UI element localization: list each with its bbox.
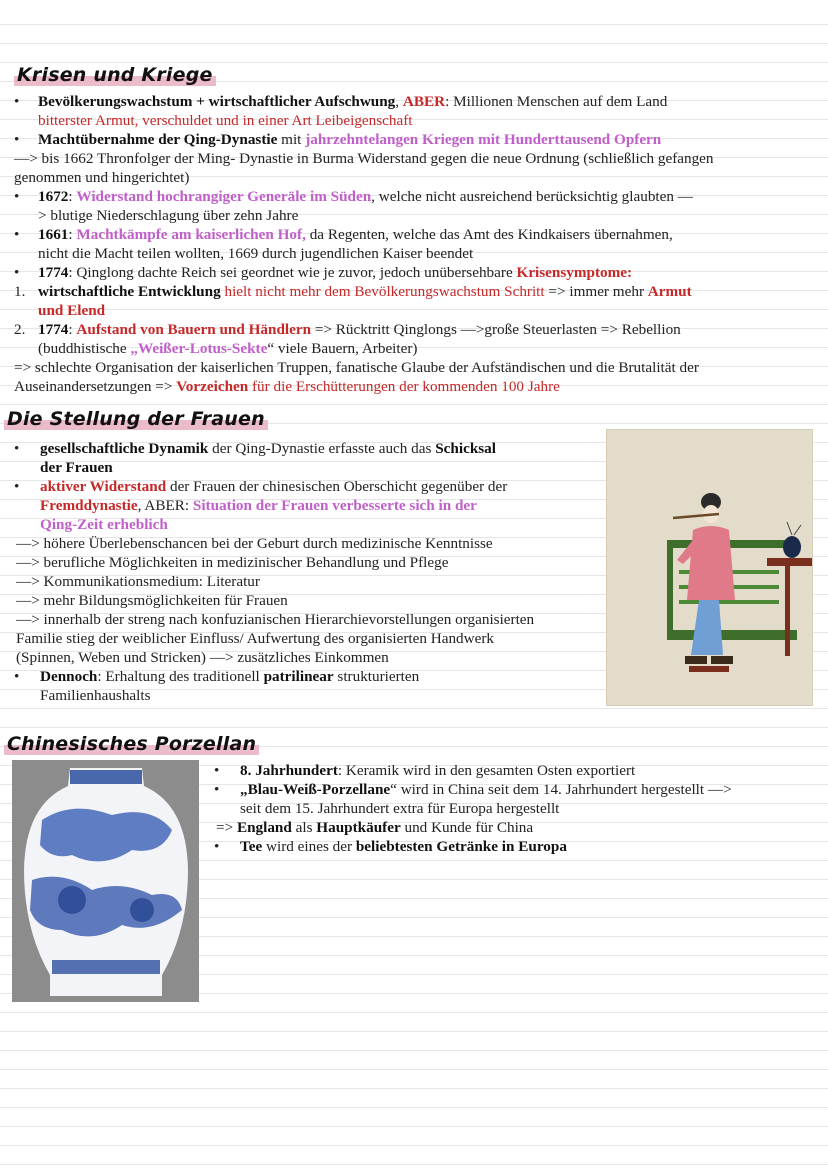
numbered-item-continued: und Elend bbox=[38, 302, 106, 319]
list-item-continued: Familienhaushalts bbox=[40, 687, 151, 704]
list-item: • 8. Jahrhundert: Keramik wird in den gesamten Osten exportiert bbox=[214, 762, 636, 779]
list-item: • 1774: Qinglong dachte Reich sei geordnet wie je zuvor, jedoch unübersehbare Krisensymptome: bbox=[14, 264, 633, 281]
heading-krisen-und-kriege: Krisen und Kriege bbox=[14, 64, 216, 86]
heading-stellung-der-frauen: Die Stellung der Frauen bbox=[4, 408, 268, 430]
text-line: genommen und hingerichtet) bbox=[14, 169, 190, 186]
arrow-line: —> berufliche Möglichkeiten in medizinischer Behandlung und Pflege bbox=[16, 554, 449, 571]
arrow-line: —> innerhalb der streng nach konfuzianischen Hierarchievorstellungen organisierten bbox=[16, 611, 535, 628]
blue-white-porcelain-vase bbox=[12, 760, 199, 1002]
numbered-item-continued: (buddhistische „Weißer-Lotus-Sekte“ viele Bauern, Arbeiter) bbox=[38, 340, 418, 357]
arrow-line: —> mehr Bildungsmöglichkeiten für Frauen bbox=[16, 592, 288, 609]
text-line: => schlechte Organisation der kaiserlichen Truppen, fanatische Glaube der Aufständischen und die Brutalität der bbox=[14, 359, 699, 376]
list-item: • aktiver Widerstand der Frauen der chinesischen Oberschicht gegenüber der bbox=[14, 478, 508, 495]
numbered-item: 1. wirtschaftliche Entwicklung hielt nicht mehr dem Bevölkerungswachstum Schritt => immer mehr Armut bbox=[14, 283, 692, 300]
list-item: • Bevölkerungswachstum + wirtschaftlicher Aufschwung, ABER: Millionen Menschen auf dem Land bbox=[14, 93, 668, 110]
frauen-text bbox=[0, 439, 600, 705]
list-item: • „Blau-Weiß-Porzellane“ wird in China seit dem 14. Jahrhundert hergestellt —> bbox=[214, 781, 732, 798]
text-line: (Spinnen, Weben und Stricken) —> zusätzliches Einkommen bbox=[16, 649, 389, 666]
list-item-continued: Qing-Zeit erheblich bbox=[40, 516, 168, 533]
list-item-continued: seit dem 15. Jahrhundert extra für Europa hergestellt bbox=[240, 800, 560, 817]
krisen-text bbox=[0, 92, 828, 396]
list-item: • 1672: Widerstand hochrangiger Generäle im Süden, welche nicht ausreichend berücksichtig glaubten — bbox=[14, 188, 693, 205]
list-item-continued: nicht die Macht teilen wollten, 1669 durch jugendlichen Kaiser beendet bbox=[38, 245, 474, 262]
painting-woman-with-flute bbox=[606, 429, 813, 706]
list-item-continued: bitterster Armut, verschuldet und in einer Art Leibeigenschaft bbox=[38, 112, 413, 129]
text-line: Auseinandersetzungen => Vorzeichen für die Erschütterungen der kommenden 100 Jahre bbox=[14, 378, 560, 395]
text-line: Familie stieg der weiblicher Einfluss/ Aufwertung des organisierten Handwerk bbox=[16, 630, 495, 647]
list-item-continued: > blutige Niederschlagung über zehn Jahre bbox=[38, 207, 299, 224]
list-item: • Dennoch: Erhaltung des traditionell patrilinear strukturierten bbox=[14, 668, 420, 685]
list-item: • 1661: Machtkämpfe am kaiserlichen Hof, da Regenten, welche das Amt des Kindkaisers übernahmen, bbox=[14, 226, 673, 243]
numbered-item: 2. 1774: Aufstand von Bauern und Händlern => Rücktritt Qinglongs —>große Steuerlasten => Rebellion bbox=[14, 321, 681, 338]
heading-chinesisches-porzellan: Chinesisches Porzellan bbox=[4, 733, 259, 755]
list-item-continued: der Frauen bbox=[40, 459, 113, 476]
arrow-line: —> Kommunikationsmedium: Literatur bbox=[16, 573, 260, 590]
text-line: => England als Hauptkäufer und Kunde für China bbox=[216, 819, 534, 836]
arrow-line: —> bis 1662 Thronfolger der Ming- Dynastie in Burma Widerstand gegen die neue Ordnung (schließlich gefangen bbox=[14, 150, 714, 167]
list-item-continued: Fremddynastie, ABER: Situation der Frauen verbesserte sich in der bbox=[40, 497, 477, 514]
list-item: • gesellschaftliche Dynamik der Qing-Dynastie erfasste auch das Schicksal bbox=[14, 440, 496, 457]
list-item: • Machtübernahme der Qing-Dynastie mit jahrzehntelangen Kriegen mit Hunderttausend Opfern bbox=[14, 131, 662, 148]
arrow-line: —> höhere Überlebenschancen bei der Geburt durch medizinische Kenntnisse bbox=[16, 535, 493, 552]
porzellan-text bbox=[214, 761, 814, 856]
list-item: • Tee wird eines der beliebtesten Getränke in Europa bbox=[214, 838, 567, 855]
